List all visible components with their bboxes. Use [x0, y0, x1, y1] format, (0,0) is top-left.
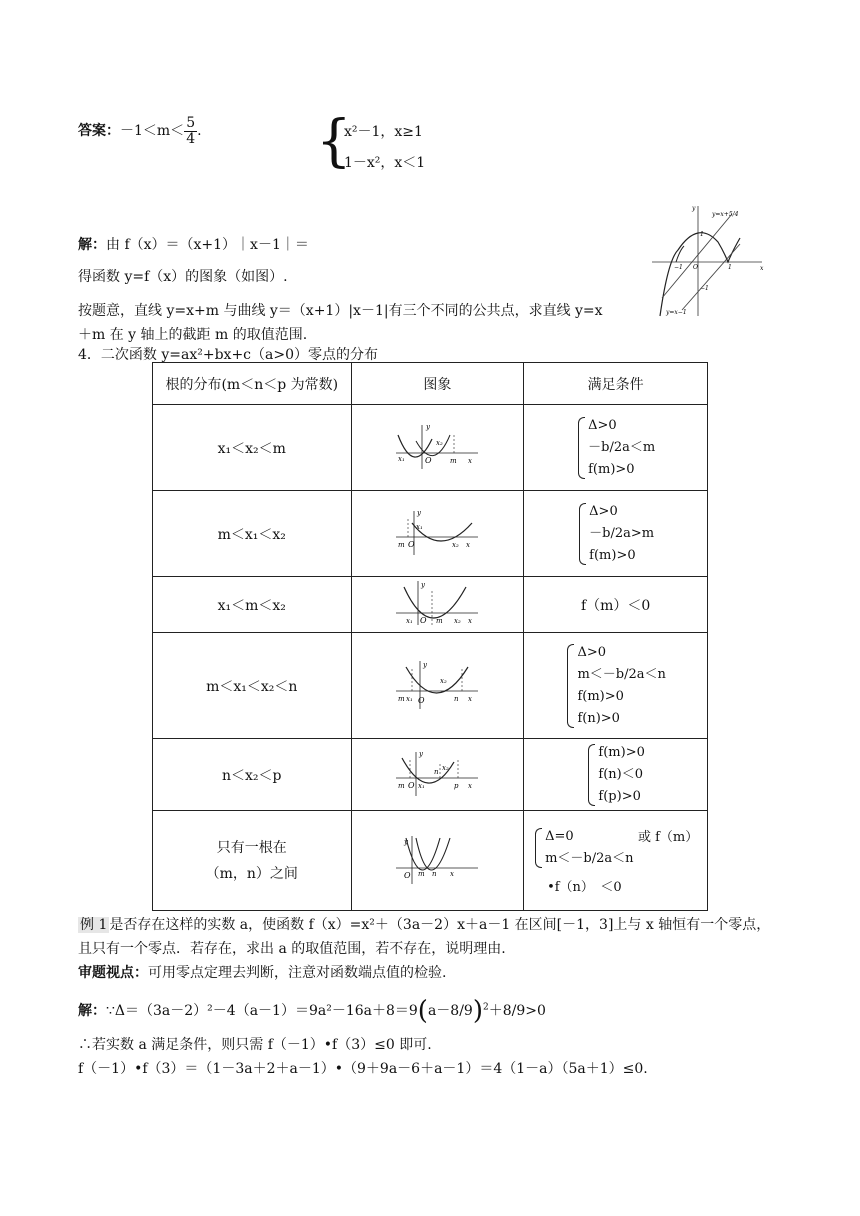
answer-label: 答案： [78, 123, 120, 140]
table-row [153, 739, 708, 811]
row-graph [351, 405, 524, 491]
condition-group [533, 826, 698, 895]
table-row [153, 633, 708, 739]
graph-one-y: 1 [700, 231, 704, 238]
row-conditions [524, 811, 708, 911]
solution-line-2: 得函数 y=f（x）的图象（如图）. [78, 269, 288, 285]
header-distribution: 根的分布(m＜n＜p 为常数) [153, 363, 352, 405]
svg-text:y: y [421, 580, 426, 589]
viewpoint-text: 可用零点定理去判断，注意对函数端点值的检验. [148, 965, 447, 981]
svg-text:x: x [466, 540, 471, 549]
solution2-line-3: f（－1）•f（3）＝（1－3a＋2＋a－1）•（9＋9a－6＋a－1）＝4（1－a）（5a＋1）≤0. [78, 1061, 648, 1077]
svg-text:x₂: x₂ [440, 676, 448, 685]
graph-neg1: −1 [674, 264, 683, 271]
svg-text:y: y [423, 660, 428, 669]
graph-label-bottom: y=x−1 [666, 309, 687, 316]
svg-text:n: n [432, 869, 437, 878]
table-header-row [153, 363, 708, 405]
graph-curve [660, 233, 740, 316]
answer-text: －1＜m＜ [120, 123, 185, 140]
solution2-label: 解： [78, 1003, 106, 1019]
distribution-line-2: （m，n）之间 [205, 865, 298, 882]
svg-text:O: O [420, 615, 427, 625]
solution2-text-1b: a－8/9 [427, 1003, 473, 1019]
svg-text:O: O [408, 539, 415, 549]
condition-line: f(n)>0 [577, 710, 620, 726]
condition-brace [576, 415, 655, 481]
solution-line-3: 按题意，直线 y=x+m 与曲线 y＝（x+1）|x－1|有三个不同的公共点，求直线 y=x [78, 303, 603, 319]
svg-text:x₂: x₂ [454, 616, 462, 625]
svg-text:x₂: x₂ [436, 438, 444, 447]
parabola-graph-2 [392, 507, 482, 557]
row-distribution: x₁＜x₂＜m [153, 405, 352, 491]
condition-line: －b/2a>m [589, 525, 655, 541]
close-paren: ) [472, 996, 483, 1026]
condition-brace [533, 826, 633, 870]
fraction-denominator: 4 [186, 130, 196, 147]
solution-graph [648, 200, 766, 318]
svg-text:y: y [404, 837, 409, 846]
svg-text:m: m [398, 540, 406, 549]
distribution-table [152, 362, 708, 911]
table-row [153, 577, 708, 633]
answer-period: . [197, 123, 202, 140]
svg-text:y: y [417, 508, 422, 517]
graph-origin: O [693, 264, 698, 271]
viewpoint-line [78, 962, 446, 982]
solution-label: 解： [78, 237, 106, 253]
example-line-2: 且只有一个零点．若存在，求出 a 的取值范围，若不存在，说明理由. [78, 941, 506, 957]
svg-text:x₁: x₁ [418, 781, 426, 790]
condition-line: •f（n） ＜0 [547, 880, 622, 895]
solution2-line-2: ∴若实数 a 满足条件，则只需 f（－1）•f（3）≤0 即可. [78, 1037, 432, 1053]
row-conditions [524, 405, 708, 491]
row-distribution: m＜x₁＜x₂ [153, 491, 352, 577]
row-distribution: n＜x₂＜p [153, 739, 352, 811]
condition-brace [586, 742, 644, 808]
row-conditions [524, 739, 708, 811]
solution-line-4: ＋m 在 y 轴上的截距 m 的取值范围. [78, 327, 308, 343]
svg-text:x₂: x₂ [452, 540, 460, 549]
parabola-graph-6 [392, 832, 482, 886]
piecewise-line-1: x²－1，x≥1 [344, 124, 423, 140]
row-distribution: m＜x₁＜x₂＜n [153, 633, 352, 739]
answer-fraction [184, 116, 197, 146]
square-exponent: 2 [483, 1002, 489, 1013]
condition-line: －b/2a＜m [588, 439, 656, 455]
row-graph [351, 811, 524, 911]
svg-text:x₁: x₁ [406, 694, 414, 703]
header-graph: 图象 [351, 363, 524, 405]
parabola-graph-4 [392, 657, 482, 711]
condition-line: f(p)>0 [598, 788, 641, 804]
solution2-text-1a: ∵Δ＝（3a－2）²－4（a－1）＝9a²－16a＋8＝9 [106, 1003, 418, 1019]
viewpoint-label: 审题视点： [78, 965, 148, 981]
row-distribution: x₁＜m＜x₂ [153, 577, 352, 633]
svg-text:m: m [398, 694, 406, 703]
condition-line: Δ=0 [545, 829, 574, 844]
example-text-1: 是否存在这样的实数 a，使函数 f（x）=x²＋（3a－2）x＋a－1 在区间[－1，3]上与 x 轴恒有一个零点， [109, 917, 771, 933]
piecewise-brace: { [316, 109, 352, 174]
table-row [153, 405, 708, 491]
condition-line: f(m)>0 [598, 744, 645, 760]
answer-line [78, 116, 202, 146]
svg-text:O: O [418, 695, 425, 705]
svg-text:p: p [454, 781, 459, 790]
svg-text:m: m [436, 616, 444, 625]
condition-or: 或 f（m） [637, 830, 699, 845]
graph-label-top: y=x+5/4 [712, 211, 739, 218]
graph-line-top [662, 214, 732, 298]
svg-text:n: n [434, 767, 439, 776]
svg-text:y: y [426, 422, 431, 431]
condition-line: f(m)>0 [577, 688, 624, 704]
svg-text:m: m [418, 869, 426, 878]
solution-line-1 [78, 234, 309, 254]
svg-text:x: x [468, 616, 473, 625]
parabola-graph-5 [392, 748, 482, 798]
solution2-text-1c: ＋8/9>0 [488, 1003, 546, 1019]
svg-text:x: x [468, 694, 473, 703]
solution-text-1: 由 f（x）＝（x+1）｜x－1｜＝ [106, 237, 309, 253]
svg-text:x: x [468, 456, 473, 465]
svg-text:O: O [408, 780, 415, 790]
graph-curve-left [676, 246, 684, 262]
svg-text:m: m [450, 456, 458, 465]
row-graph [351, 577, 524, 633]
table-row [153, 491, 708, 577]
condition-line: f(m)>0 [589, 547, 636, 563]
row-graph [351, 633, 524, 739]
row-conditions [524, 491, 708, 577]
graph-x-label: x [760, 265, 764, 272]
parabola-graph-3 [392, 579, 482, 627]
condition-line: f(n)＜0 [598, 766, 644, 782]
header-conditions: 满足条件 [524, 363, 708, 405]
svg-text:x: x [450, 869, 455, 878]
svg-text:n: n [454, 694, 459, 703]
row-distribution [153, 811, 352, 911]
table-row [153, 811, 708, 911]
svg-text:O: O [425, 455, 432, 465]
row-conditions [524, 633, 708, 739]
row-conditions: f（m）＜0 [524, 577, 708, 633]
graph-one: 1 [728, 264, 732, 271]
condition-line: f(m)>0 [588, 461, 635, 477]
solution2-line-1 [78, 996, 546, 1026]
section-4-title: 4．二次函数 y=ax²+bx+c（a>0）零点的分布 [78, 347, 378, 363]
svg-text:y: y [419, 749, 424, 758]
condition-brace [565, 642, 665, 730]
svg-text:x₁: x₁ [416, 522, 424, 531]
svg-text:x: x [468, 781, 473, 790]
row-graph [351, 491, 524, 577]
svg-text:O: O [404, 870, 411, 880]
condition-line: Δ>0 [589, 503, 618, 519]
parabola-graph-1 [392, 421, 482, 471]
piecewise-line-2: 1－x²，x＜1 [344, 155, 426, 171]
graph-line-bottom [682, 244, 740, 310]
svg-text:x₂: x₂ [442, 763, 450, 772]
graph-neg1-y: −1 [700, 285, 709, 292]
svg-text:m: m [398, 781, 406, 790]
fraction-numerator: 5 [186, 115, 196, 131]
example-line-1 [78, 914, 770, 934]
distribution-line-1: 只有一根在 [216, 839, 287, 856]
svg-text:x₁: x₁ [398, 454, 406, 463]
condition-line: m＜－b/2a＜n [577, 666, 666, 682]
row-graph [351, 739, 524, 811]
svg-text:x₁: x₁ [406, 616, 414, 625]
condition-line: Δ>0 [577, 644, 606, 660]
condition-brace [577, 501, 654, 567]
condition-line: m＜－b/2a＜n [545, 851, 634, 866]
condition-line: Δ>0 [588, 417, 617, 433]
example-tag: 例 1 [80, 917, 108, 933]
graph-y-label: y [692, 205, 696, 212]
open-paren: ( [417, 996, 428, 1026]
